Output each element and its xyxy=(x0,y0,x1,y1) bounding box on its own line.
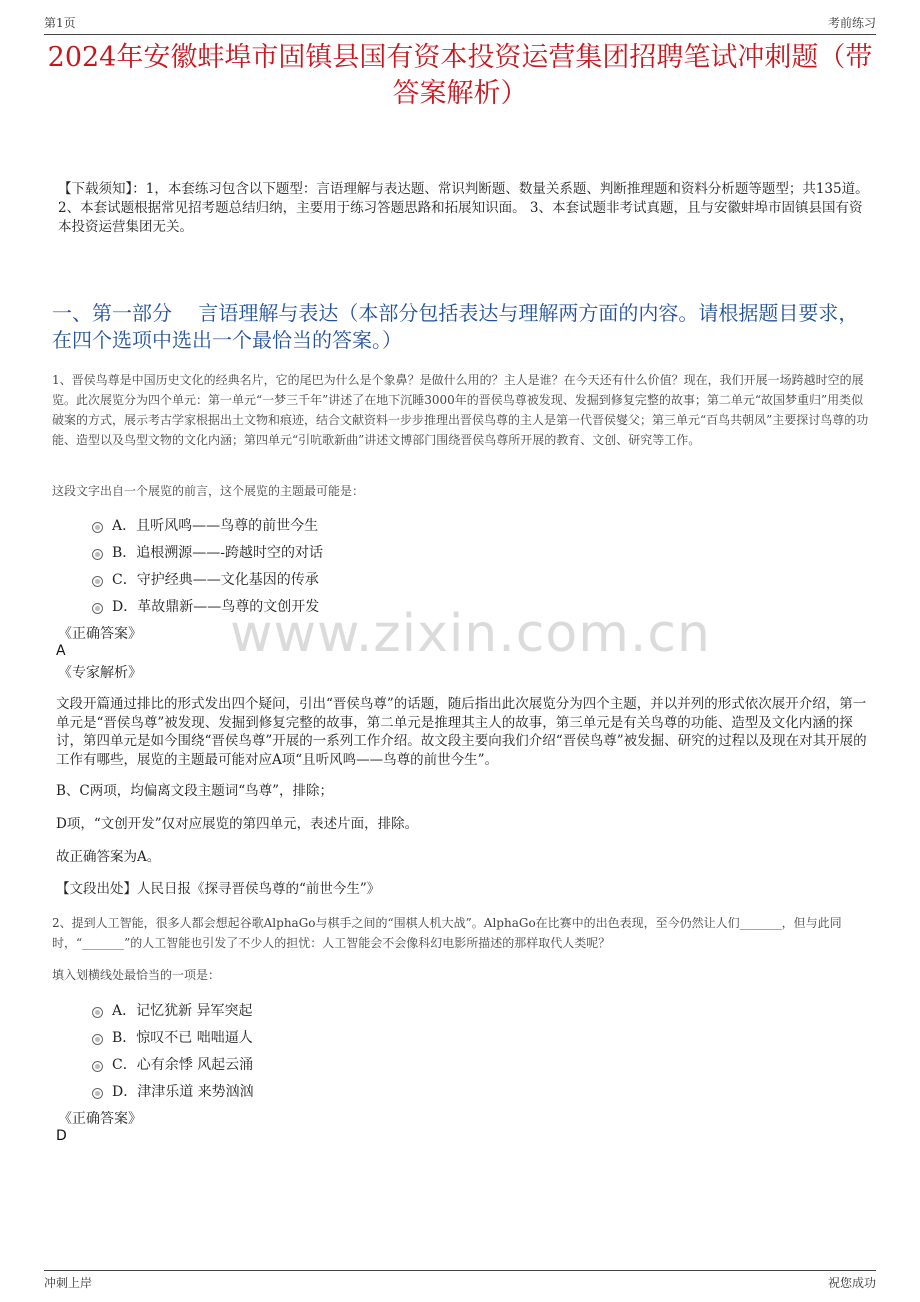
option-a[interactable] xyxy=(92,511,492,538)
page-number: 第1页 xyxy=(44,16,76,30)
radio-icon[interactable] xyxy=(92,522,103,533)
question-1-prompt: 这段文字出自一个展览的前言，这个展览的主题最可能是： xyxy=(52,484,365,498)
option-c[interactable] xyxy=(92,1050,492,1077)
question-1-text: 1、晋侯鸟尊是中国历史文化的经典名片，它的尾巴为什么是个象鼻？是做什么用的？主人是谁？在今天还有什么价值？现在，我们开展一场跨越时空的展览。此次展览分为四个单元：第一单元“一梦三千年”讲述了在地下沉睡3000年的晋侯鸟尊被发现、发掘到修复完整的故事；第二单元“故国梦重归”用类似破案的方式，展示考古学家根据出土文物和痕迹，结合文献资料一步步推理出晋侯鸟尊的主人是第一代晋侯燮父；第三单元“百鸟共朝凤”主要探讨鸟尊的功能、造型以及鸟型文物的文化内涵；第四单元“引吭歌新曲”讲述文博部门围绕晋侯鸟尊所开展的教育、文创、研究等工作。 xyxy=(52,373,869,447)
footer-right: 祝您成功 xyxy=(827,1276,876,1290)
radio-icon[interactable] xyxy=(92,603,103,614)
answer-label: 《正确答案》 xyxy=(58,626,142,642)
option-label: D．革故鼎新——鸟尊的文创开发 xyxy=(112,598,320,615)
option-label: B．惊叹不已 咄咄逼人 xyxy=(112,1029,253,1046)
radio-icon[interactable] xyxy=(92,576,103,587)
option-label: C．心有余悸 风起云涌 xyxy=(112,1056,254,1073)
analysis-paragraph: B、C两项，均偏离文段主题词“鸟尊”，排除； xyxy=(56,783,334,799)
page-header xyxy=(44,14,876,35)
analysis-paragraph: 文段开篇通过排比的形式发出四个疑问，引出“晋侯鸟尊”的话题，随后指出此次展览分为四个主题，并以并列的形式依次展开介绍，第一单元是“晋侯鸟尊”被发现、发掘到修复完整的故事，第二单元是推理其主人的故事，第三单元是有关鸟尊的功能、造型及文化内涵的探讨，第四单元是如今围绕“晋侯鸟尊”开展的一系列工作介绍。故文段主要向我们介绍“晋侯鸟尊”被发掘、研究的过程以及现在对其开展的工作有哪些，展览的主题最可能对应A项“且听风鸣——鸟尊的前世今生”。 xyxy=(56,696,867,768)
option-d[interactable] xyxy=(92,1077,492,1104)
question-2-prompt: 填入划横线处最恰当的一项是： xyxy=(52,968,221,982)
page-footer xyxy=(44,1270,876,1291)
document-title: 2024年安徽蚌埠市固镇县国有资本投资运营集团招聘笔试冲刺题（带答案解析） xyxy=(47,42,873,109)
option-label: B．追根溯源——-跨越时空的对话 xyxy=(112,544,324,561)
analysis-paragraph: 故正确答案为A。 xyxy=(56,849,161,865)
option-label: D．津津乐道 来势汹汹 xyxy=(112,1083,254,1100)
footer-left: 冲刺上岸 xyxy=(44,1276,93,1290)
option-label: C．守护经典——文化基因的传承 xyxy=(112,571,319,588)
option-label: A．且听风鸣——鸟尊的前世今生 xyxy=(112,517,319,534)
answer-value: A xyxy=(56,643,66,659)
source-citation: 【文段出处】人民日报《探寻晋侯鸟尊的“前世今生”》 xyxy=(56,881,381,897)
radio-icon[interactable] xyxy=(92,1061,103,1072)
analysis-label: 《专家解析》 xyxy=(58,665,142,681)
option-b[interactable] xyxy=(92,538,492,565)
header-tag: 考前练习 xyxy=(827,16,876,30)
watermark: www.zixin.com.cn xyxy=(230,604,711,664)
download-notice: 【下载须知】：1，本套练习包含以下题型：言语理解与表达题、常识判断题、数量关系题、判断推理题和资料分析题等题型；共135道。 2、本套试题根据常见招考题总结归纳，主要用于练习答题思路和拓展知识面。 3、本套试题非考试真题，且与安徽蚌埠市固镇县国有资本投资运营集团无关。 xyxy=(58,181,869,235)
section-heading: 一、第一部分 言语理解与表达（本部分包括表达与理解两方面的内容。请根据题目要求，在四个选项中选出一个最恰当的答案。） xyxy=(52,301,859,352)
answer-value: D xyxy=(56,1128,67,1144)
option-c[interactable] xyxy=(92,565,492,592)
question-1-options xyxy=(92,511,492,619)
option-label: A．记忆犹新 异军突起 xyxy=(112,1002,253,1019)
radio-icon[interactable] xyxy=(92,1088,103,1099)
answer-label: 《正确答案》 xyxy=(58,1111,142,1127)
option-a[interactable] xyxy=(92,996,492,1023)
radio-icon[interactable] xyxy=(92,1034,103,1045)
question-2-text: 2、提到人工智能，很多人都会想起谷歌AlphaGo与棋手之间的“围棋人机大战”。AlphaGo在比赛中的出色表现，至今仍然让人们_______，但与此同时，“_______”的人工智能也引发了不少人的担忧：人工智能会不会像科幻电影所描述的那样取代人类呢？ xyxy=(52,916,842,950)
option-b[interactable] xyxy=(92,1023,492,1050)
question-2-options xyxy=(92,996,492,1104)
radio-icon[interactable] xyxy=(92,549,103,560)
radio-icon[interactable] xyxy=(92,1007,103,1018)
analysis-paragraph: D项，“文创开发”仅对应展览的第四单元，表述片面，排除。 xyxy=(56,816,419,832)
